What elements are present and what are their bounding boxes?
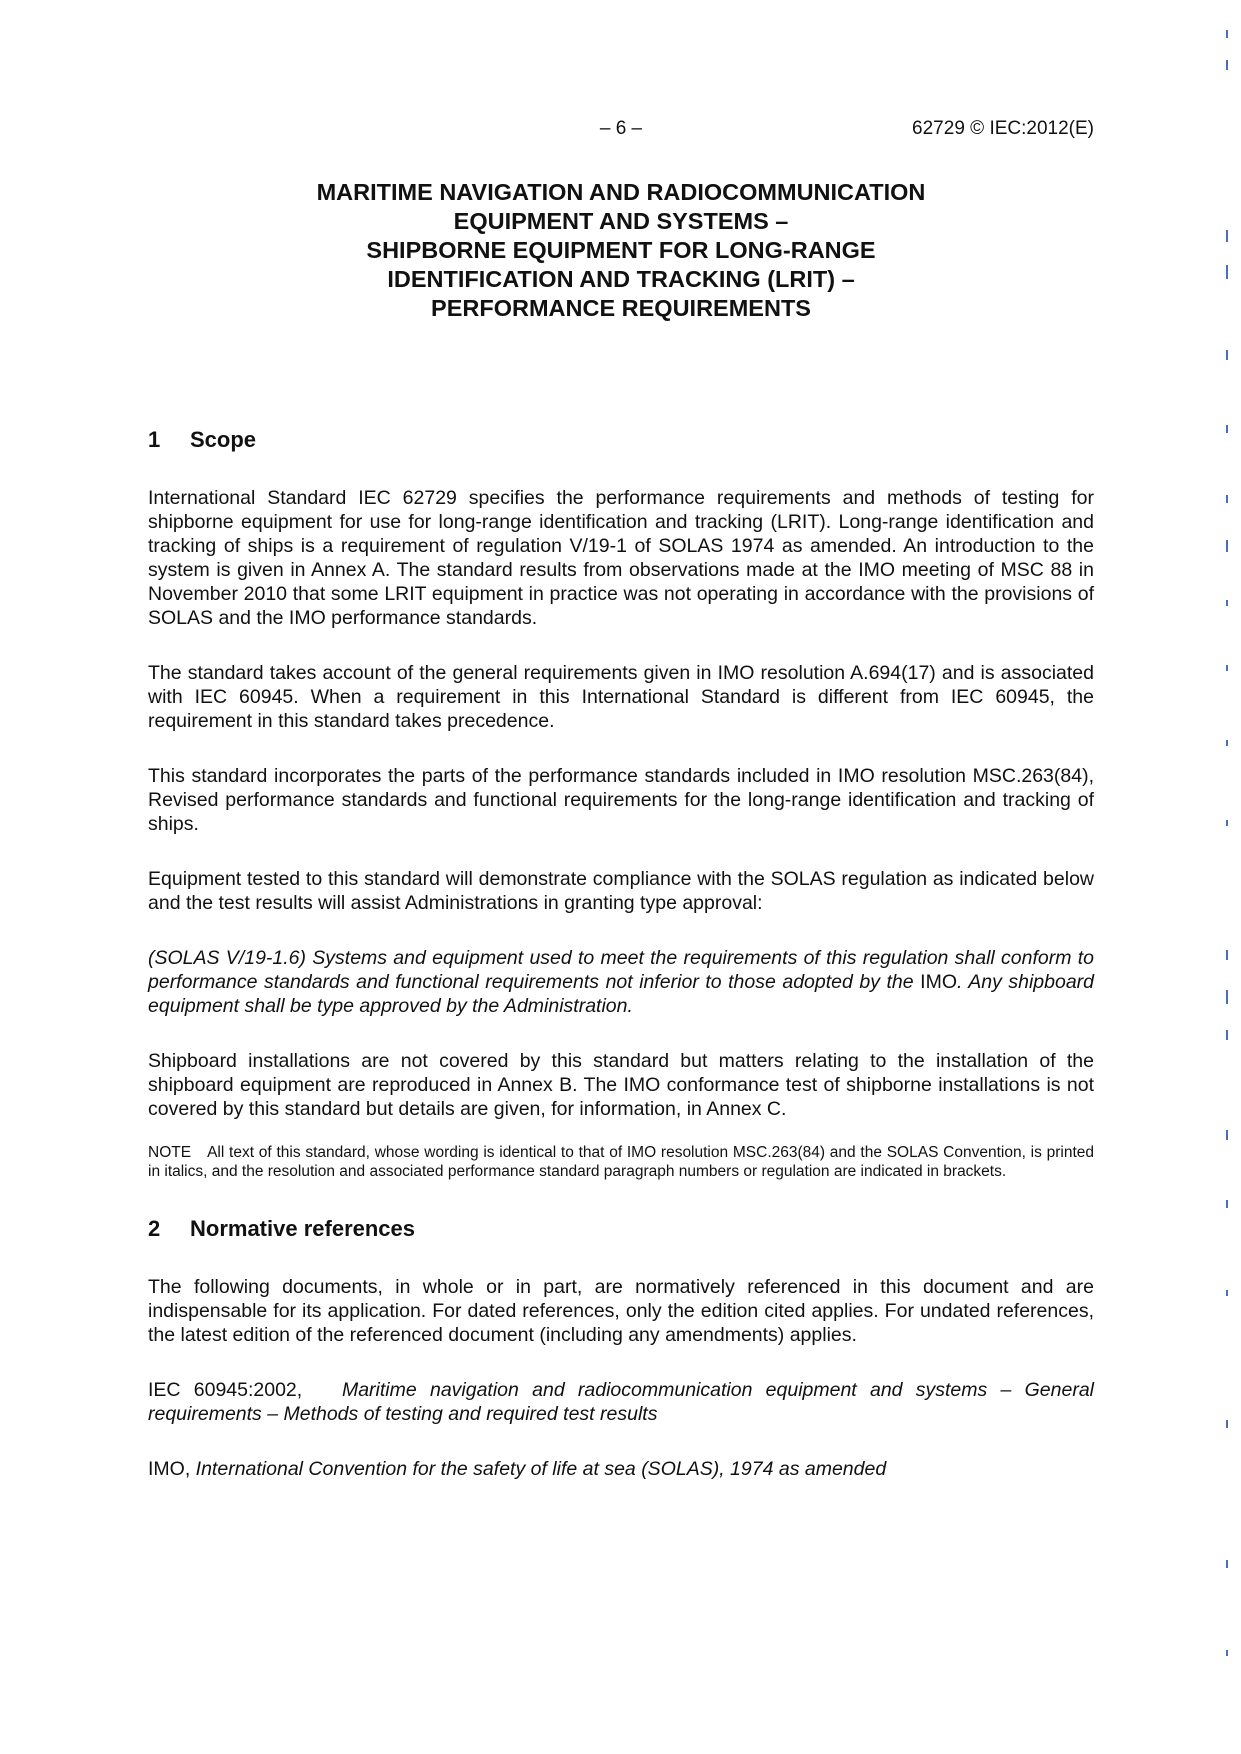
paragraph: The standard takes account of the general requirements given in IMO resolution A.694(17) and is associated with IEC 60945. When a requirement in this International Standard is different from IEC 60945, the requirement in this standard takes precedence. (148, 662, 1094, 732)
scan-edge-marks (1217, 0, 1241, 1754)
paragraph: The following documents, in whole or in part, are normatively referenced in this document and are indispensable for its application. For dated references, only the edition cited applies. For undated references, the latest edition of the referenced document (including any amendments) applies. (148, 1276, 1094, 1346)
title-line: EQUIPMENT AND SYSTEMS – (453, 208, 789, 234)
note (148, 1143, 1094, 1181)
section-heading-scope (148, 428, 1094, 458)
page-header (148, 118, 1094, 142)
title-line: PERFORMANCE REQUIREMENTS (431, 295, 811, 321)
solas-quote (148, 946, 1094, 1018)
reference-id: IEC 60945:2002, (148, 1379, 303, 1401)
quote-organization: IMO (920, 971, 957, 993)
reference-title: Maritime navigation and radiocommunication equipment and systems – General requirements – Methods of testing and required test results (148, 1379, 1094, 1425)
title-line: IDENTIFICATION AND TRACKING (LRIT) – (387, 266, 855, 292)
reference-title: International Convention for the safety of life at sea (SOLAS), 1974 as amended (195, 1458, 887, 1480)
section-number: 1 (148, 427, 161, 452)
section-heading-normative-references (148, 1217, 1094, 1247)
section-title: Normative references (190, 1216, 416, 1241)
section-number: 2 (148, 1216, 161, 1241)
reference-id: IMO, (148, 1458, 191, 1480)
quote-text: . Any shipboard equipment shall be type approved by the Administration. (148, 971, 1095, 1017)
reference-entry (148, 1457, 1094, 1481)
title-line: MARITIME NAVIGATION AND RADIOCOMMUNICATION (316, 179, 926, 205)
paragraph: Shipboard installations are not covered by this standard but matters relating to the installation of the shipboard equipment are reproduced in Annex B. The IMO conformance test of shipborne installations is not covered by this standard but details are given, for information, in Annex C. (148, 1050, 1094, 1120)
note-text: All text of this standard, whose wording is identical to that of IMO resolution MSC.263(84) and the SOLAS Convention, is printed in italics, and the resolution and associated performance standard paragraph numbers or regulation are indicated in brackets. (148, 1144, 1094, 1180)
quote-text: (SOLAS V/19-1.6) Systems and equipment used to meet the requirements of this regulation shall conform to performance standards and functional requirements not inferior to those adopted by the (148, 947, 1094, 993)
paragraph: International Standard IEC 62729 specifies the performance requirements and methods of testing for shipborne equipment for use for long-range identification and tracking (LRIT). Long-range identification and tracking of ships is a requirement of regulation V/19-1 of SOLAS 1974 as amended. An introduction to the system is given in Annex A. The standard results from observations made at the IMO meeting of MSC 88 in November 2010 that some LRIT equipment in practice was not operating in accordance with the provisions of SOLAS and the IMO performance standards. (148, 487, 1094, 629)
paragraph: This standard incorporates the parts of the performance standards included in IMO resolution MSC.263(84), Revised performance standards and functional requirements for the long-range identification and tracking of ships. (148, 765, 1094, 835)
title-line: SHIPBORNE EQUIPMENT FOR LONG-RANGE (366, 237, 876, 263)
page-number: – 6 – (599, 118, 643, 139)
paragraph: Equipment tested to this standard will demonstrate compliance with the SOLAS regulation as indicated below and the test results will assist Administrations in granting type approval: (148, 868, 1094, 914)
reference-entry (148, 1378, 1094, 1426)
document-body (148, 428, 1094, 1481)
note-label: NOTE (148, 1144, 192, 1161)
document-title (148, 178, 1094, 323)
document-reference: 62729 © IEC:2012(E) (912, 118, 1094, 139)
section-title: Scope (190, 427, 257, 452)
